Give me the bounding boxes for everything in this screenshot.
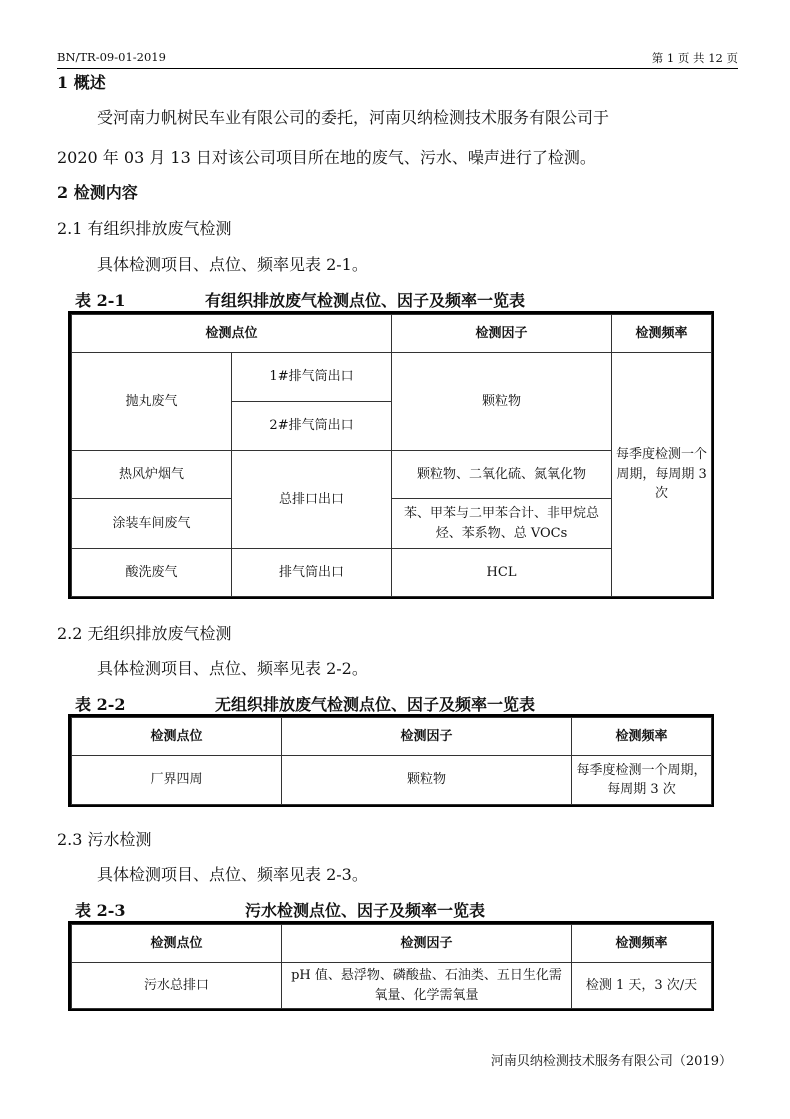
section-1-para-line1: 受河南力帆树民车业有限公司的委托，河南贝纳检测技术服务有限公司于 [97,108,610,127]
t3-header-factor: 检测因子 [282,925,572,963]
t2-header-point: 检测点位 [72,718,282,756]
t2-header-freq: 检测频率 [572,718,712,756]
t3-header-freq: 检测频率 [572,925,712,963]
table-2-3-title: 污水检测点位、因子及频率一览表 [245,901,486,920]
t3-header-point: 检测点位 [72,925,282,963]
t3-factor: pH 值、悬浮物、磷酸盐、石油类、五日生化需氧量、化学需氧量 [282,963,572,1009]
t1-factor-furnace: 颗粒物、二氧化硫、氮氧化物 [392,451,612,499]
footer-company: 河南贝纳检测技术服务有限公司（2019） [490,1054,732,1069]
t2-frequency: 每季度检测一个周期，每周期 3 次 [572,756,712,805]
table-2-1-caption [75,288,525,311]
t1-source-shot-blast: 抛丸废气 [72,353,232,451]
t2-header-factor: 检测因子 [282,718,572,756]
table-2-1-number: 表 2-1 [75,291,126,310]
t1-frequency: 每季度检测一个周期，每周期 3 次 [612,353,712,597]
table-2-3 [68,921,714,1011]
table-2-2-title: 无组织排放废气检测点位、因子及频率一览表 [215,695,536,714]
section-2-3-intro: 具体检测项目、点位、频率见表 2-3。 [97,865,368,884]
t1-header-point: 检测点位 [72,315,392,353]
section-2-3-title: 2.3 污水检测 [57,830,152,849]
table-2-2-number: 表 2-2 [75,695,126,714]
table-2-1-title: 有组织排放废气检测点位、因子及频率一览表 [205,291,526,310]
page-header [57,50,738,69]
table-2-1 [68,311,714,599]
section-1-para-line2: 2020 年 03 月 13 日对该公司项目所在地的废气、污水、噪声进行了检测。 [57,148,596,167]
doc-id: BN/TR-09-01-2019 [57,50,166,64]
page-number: 第 1 页 共 12 页 [651,51,738,65]
t2-point: 厂界四周 [72,756,282,805]
t1-outlet-1: 1#排气筒出口 [232,353,392,402]
t1-outlet-main: 总排口出口 [232,451,392,549]
t1-source-hot-air-furnace: 热风炉烟气 [72,451,232,499]
t3-point: 污水总排口 [72,963,282,1009]
t2-factor: 颗粒物 [282,756,572,805]
t1-factor-painting: 苯、甲苯与二甲苯合计、非甲烷总烃、苯系物、总 VOCs [392,499,612,549]
table-2-3-number: 表 2-3 [75,901,126,920]
t1-source-pickling: 酸洗废气 [72,549,232,597]
t3-frequency: 检测 1 天，3 次/天 [572,963,712,1009]
table-2-2-caption [75,692,535,715]
table-2-3-caption [75,898,485,921]
t1-outlet-pickling: 排气筒出口 [232,549,392,597]
t1-header-factor: 检测因子 [392,315,612,353]
table-2-2 [68,714,714,807]
section-2-1-title: 2.1 有组织排放废气检测 [57,219,232,238]
t1-outlet-2: 2#排气筒出口 [232,402,392,451]
section-2-2-intro: 具体检测项目、点位、频率见表 2-2。 [97,659,368,678]
section-1-title: 1 概述 [57,73,106,92]
section-2-1-intro: 具体检测项目、点位、频率见表 2-1。 [97,255,368,274]
t1-header-freq: 检测频率 [612,315,712,353]
section-2-2-title: 2.2 无组织排放废气检测 [57,624,232,643]
section-2-title: 2 检测内容 [57,183,138,202]
t1-source-painting: 涂装车间废气 [72,499,232,549]
t1-factor-hcl: HCL [392,549,612,597]
t1-factor-particulate: 颗粒物 [392,353,612,451]
